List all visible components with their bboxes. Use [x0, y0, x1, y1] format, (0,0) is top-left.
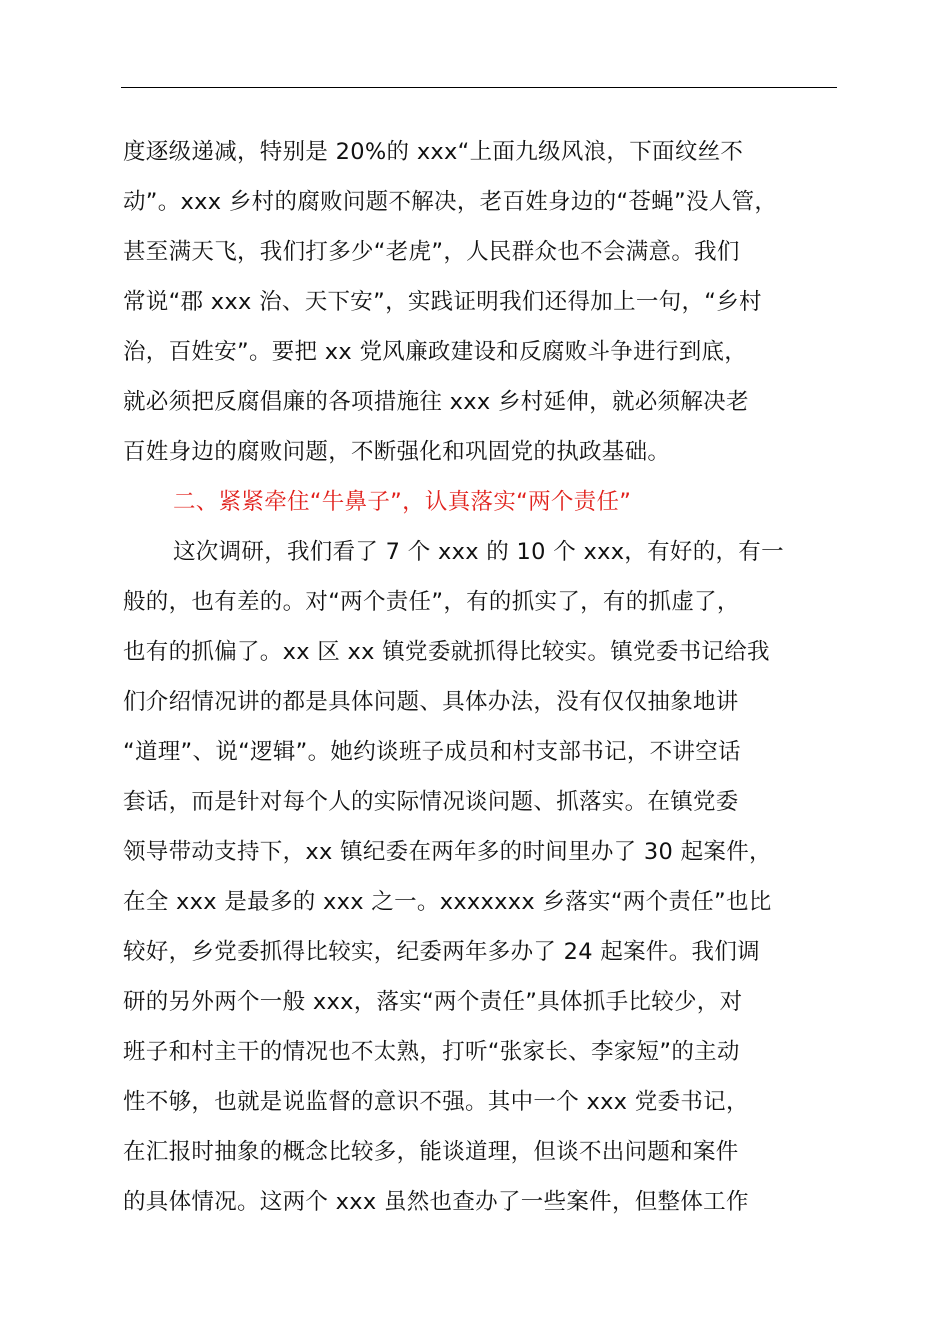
- paragraph-first-line: 这次调研，我们看了 7 个 xxx 的 10 个 xxx，有好的，有一: [173, 539, 784, 565]
- text-line: 在全 xxx 是最多的 xxx 之一。xxxxxxx 乡落实“两个责任”也比: [123, 889, 772, 915]
- text-line: 常说“郡 xxx 治、天下安”，实践证明我们还得加上一句，“乡村: [123, 289, 762, 315]
- text-line: 的具体情况。这两个 xxx 虽然也查办了一些案件，但整体工作: [123, 1189, 749, 1215]
- section-heading: 二、紧紧牵住“牛鼻子”，认真落实“两个责任”: [173, 489, 632, 515]
- text-line: 性不够，也就是说监督的意识不强。其中一个 xxx 党委书记，: [123, 1089, 749, 1115]
- text-line: 研的另外两个一般 xxx，落实“两个责任”具体抓手比较少，对: [123, 989, 743, 1015]
- text-line: 度逐级递减，特别是 20%的 xxx“上面九级风浪，下面纹丝不: [123, 139, 744, 165]
- text-line: 百姓身边的腐败问题，不断强化和巩固党的执政基础。: [123, 439, 671, 465]
- text-line: 在汇报时抽象的概念比较多，能谈道理，但谈不出问题和案件: [123, 1139, 739, 1165]
- text-line: 较好，乡党委抓得比较实，纪委两年多办了 24 起案件。我们调: [123, 939, 760, 965]
- body-text: [123, 127, 839, 1227]
- text-line: 般的，也有差的。对“两个责任”，有的抓实了，有的抓虚了，: [123, 589, 740, 615]
- text-line: 们介绍情况讲的都是具体问题、具体办法，没有仅仅抽象地讲: [123, 689, 739, 715]
- text-line: 甚至满天飞，我们打多少“老虎”，人民群众也不会满意。我们: [123, 239, 740, 265]
- text-line: 领导带动支持下，xx 镇纪委在两年多的时间里办了 30 起案件，: [123, 839, 772, 865]
- text-line: 班子和村主干的情况也不太熟，打听“张家长、李家短”的主动: [123, 1039, 740, 1065]
- text-line: 治，百姓安”。要把 xx 党风廉政建设和反腐败斗争进行到底，: [123, 339, 748, 365]
- text-line: “道理”、说“逻辑”。她约谈班子成员和村支部书记，不讲空话: [123, 739, 741, 765]
- header-rule: [121, 87, 837, 88]
- text-line: 就必须把反腐倡廉的各项措施往 xxx 乡村延伸，就必须解决老: [123, 389, 749, 415]
- text-line: 也有的抓偏了。xx 区 xx 镇党委就抓得比较实。镇党委书记给我: [123, 639, 770, 665]
- text-line: 动”。xxx 乡村的腐败问题不解决，老百姓身边的“苍蝇”没人管，: [123, 189, 778, 215]
- text-line: 套话，而是针对每个人的实际情况谈问题、抓落实。在镇党委: [123, 789, 739, 815]
